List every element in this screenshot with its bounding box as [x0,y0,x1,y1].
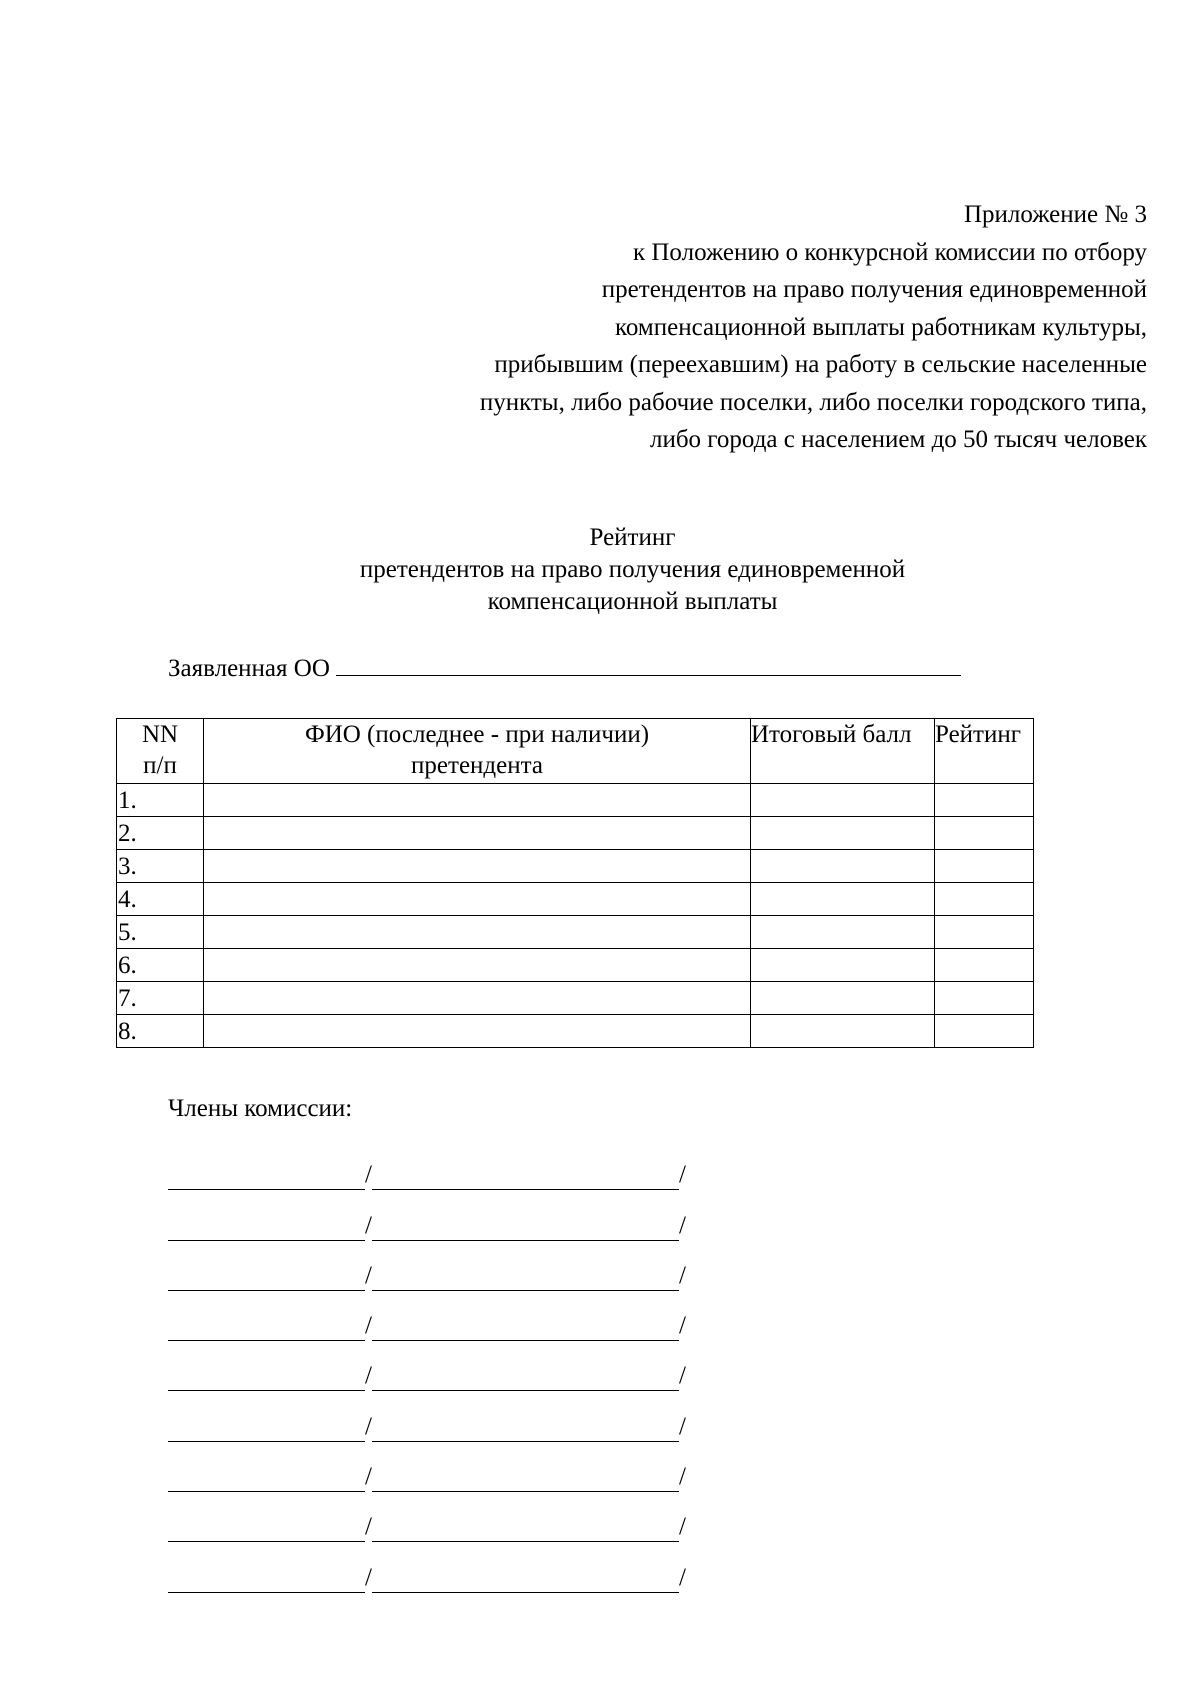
signature-separator: / [678,1211,686,1239]
rank-cell[interactable] [935,949,1034,982]
name-blank[interactable] [372,1411,679,1442]
header-num-line: п/п [143,752,177,779]
name-blank[interactable] [372,1310,679,1341]
signature-separator: / [365,1161,372,1189]
score-cell[interactable] [751,982,935,1015]
score-cell[interactable] [751,916,935,949]
score-cell[interactable] [751,850,935,883]
signature-blank[interactable] [168,1511,365,1542]
signature-separator: / [678,1261,686,1289]
name-blank[interactable] [372,1511,679,1542]
title-line: компенсационной выплаты [487,588,778,615]
rank-cell[interactable] [935,850,1034,883]
score-cell[interactable] [751,883,935,916]
signature-lines [168,1140,686,1593]
signature-separator: / [365,1211,372,1239]
signature-blank[interactable] [168,1159,365,1190]
rank-cell[interactable] [935,784,1034,817]
rank-cell[interactable] [935,982,1034,1015]
name-blank[interactable] [372,1159,679,1190]
document-title [0,522,1200,618]
fio-cell[interactable] [204,784,751,817]
fio-cell[interactable] [204,850,751,883]
fio-cell[interactable] [204,916,751,949]
org-field-label: Заявленная ОО [168,655,330,682]
appendix-line: пункты, либо рабочие поселки, либо поселки городского типа, [479,388,1147,416]
signature-row [168,1542,686,1592]
signature-blank[interactable] [168,1260,365,1291]
table-row [117,817,1034,850]
org-field [168,653,961,684]
score-cell[interactable] [751,817,935,850]
score-cell[interactable] [751,1015,935,1048]
signature-separator: / [678,1513,686,1541]
row-number: 4. [117,883,204,916]
signature-blank[interactable] [168,1310,365,1341]
score-cell[interactable] [751,949,935,982]
fio-cell[interactable] [204,949,751,982]
signature-blank[interactable] [168,1562,365,1593]
signature-separator: / [365,1412,372,1440]
signature-blank[interactable] [168,1411,365,1442]
appendix-line: Приложение № 3 [963,201,1147,228]
table-header-row [117,719,1034,784]
table-row [117,1015,1034,1048]
signature-blank[interactable] [168,1461,365,1492]
fio-cell[interactable] [204,883,751,916]
appendix-line: к Положению о конкурсной комиссии по отбору [632,238,1147,266]
signature-separator: / [365,1261,372,1289]
title-line: Рейтинг [589,524,676,551]
table-row [117,982,1034,1015]
signature-row [168,1492,686,1542]
row-number: 6. [117,949,204,982]
row-number: 8. [117,1015,204,1048]
rank-cell[interactable] [935,817,1034,850]
signature-separator: / [365,1312,372,1340]
rating-table [116,718,1034,1048]
signature-separator: / [365,1513,372,1541]
header-num [117,719,204,784]
row-number: 3. [117,850,204,883]
signature-row [168,1291,686,1341]
name-blank[interactable] [372,1360,679,1391]
signature-separator: / [365,1362,372,1390]
signature-separator: / [678,1563,686,1591]
row-number: 1. [117,784,204,817]
commission-members-label: Члены комиссии: [168,1095,353,1122]
row-number: 2. [117,817,204,850]
header-score: Итоговый балл [751,719,935,784]
signature-separator: / [678,1463,686,1491]
signature-row [168,1140,686,1190]
name-blank[interactable] [372,1562,679,1593]
rank-cell[interactable] [935,883,1034,916]
table-row [117,883,1034,916]
table-row [117,916,1034,949]
signature-separator: / [678,1312,686,1340]
name-blank[interactable] [372,1260,679,1291]
header-fio [204,719,751,784]
signature-separator: / [365,1463,372,1491]
signature-row [168,1241,686,1291]
table-row [117,850,1034,883]
table-row [117,949,1034,982]
table-row [117,784,1034,817]
signature-row [168,1190,686,1240]
signature-separator: / [678,1362,686,1390]
header-fio-line: ФИО (последнее - при наличии) [304,721,650,748]
appendix-line: либо города с населением до 50 тысяч человек [649,426,1147,453]
signature-separator: / [365,1563,372,1591]
header-rank: Рейтинг [935,719,1034,784]
fio-cell[interactable] [204,982,751,1015]
org-field-blank[interactable] [336,653,961,676]
name-blank[interactable] [372,1461,679,1492]
title-line: претендентов на право получения единовременной [359,556,906,583]
header-num-line: NN [141,721,179,748]
appendix-line: претендентов на право получения единовременной [601,276,1147,303]
row-number: 7. [117,982,204,1015]
signature-row [168,1442,686,1492]
fio-cell[interactable] [204,1015,751,1048]
appendix-line: прибывшим (переехавшим) на работу в сельские населенные [494,351,1147,378]
signature-row [168,1391,686,1441]
rank-cell[interactable] [935,1015,1034,1048]
name-blank[interactable] [372,1210,679,1241]
signature-blank[interactable] [168,1360,365,1391]
header-fio-line: претендента [411,752,543,779]
signature-row [168,1341,686,1391]
appendix-header [480,196,1147,459]
row-number: 5. [117,916,204,949]
signature-separator: / [678,1412,686,1440]
score-cell[interactable] [751,784,935,817]
appendix-line: компенсационной выплаты работникам культуры, [615,313,1147,341]
fio-cell[interactable] [204,817,751,850]
signature-blank[interactable] [168,1210,365,1241]
signature-separator: / [678,1161,686,1189]
rank-cell[interactable] [935,916,1034,949]
